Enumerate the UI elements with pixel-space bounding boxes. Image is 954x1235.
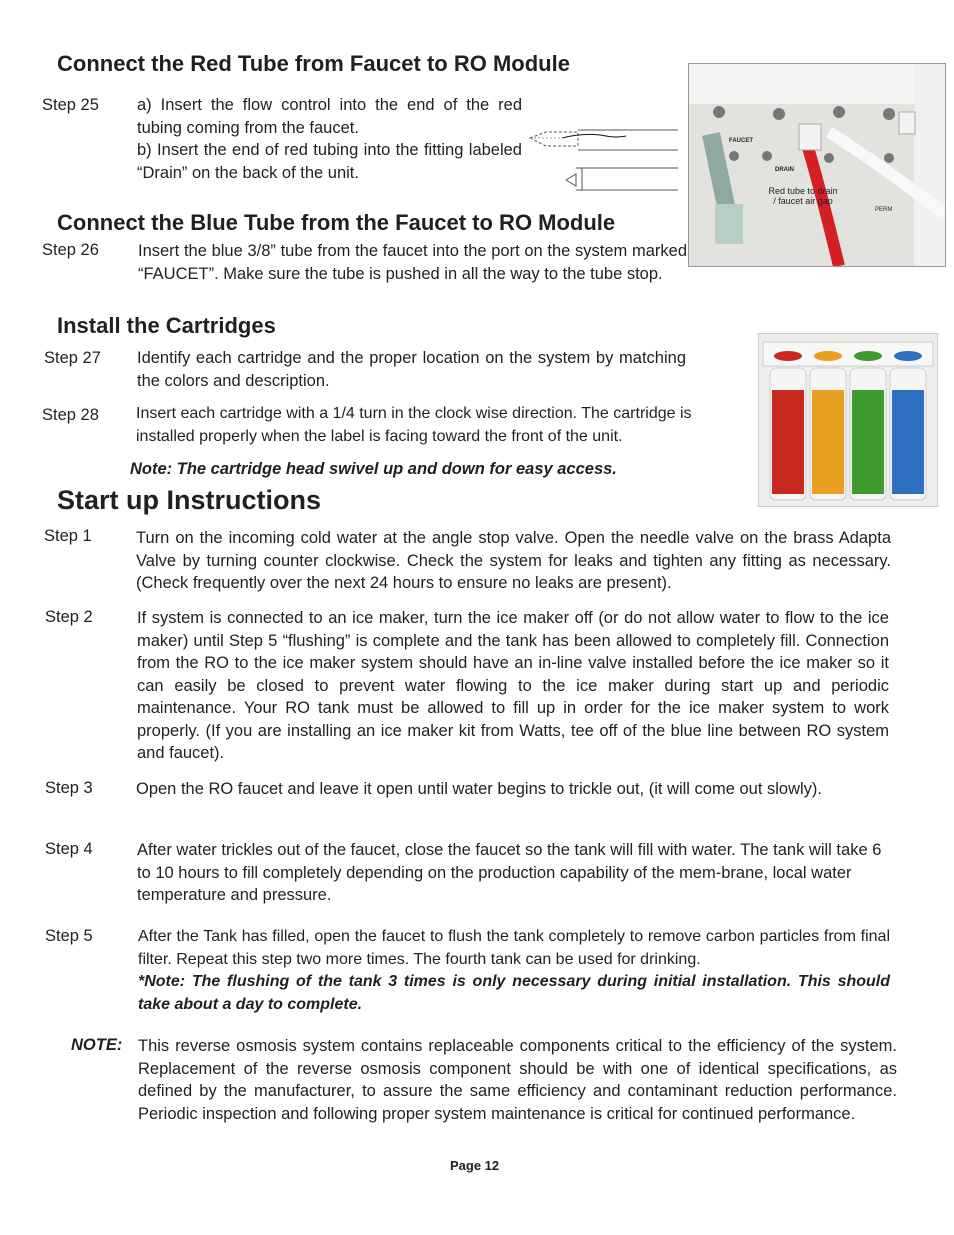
cap-blue — [894, 351, 922, 361]
cap-green — [854, 351, 882, 361]
startup-step-1-label: Step 1 — [44, 527, 92, 545]
startup-step-4-label: Step 4 — [45, 840, 93, 858]
startup-step-4-text: After water trickles out of the faucet, close the faucet so the tank will fill with water. The tank will take 6 to 10 hours to fill completely depending on the production capability of the mem-brane, local water temperature and pressure. — [137, 841, 882, 904]
step-25-line-a: a) Insert the flow control into the end of the red tubing coming from the faucet. — [137, 96, 522, 137]
step-26-label: Step 26 — [42, 241, 99, 259]
cartridge-red — [772, 390, 804, 494]
cap-orange — [814, 351, 842, 361]
cap-red — [774, 351, 802, 361]
photo-cartridges — [758, 333, 938, 507]
startup-step-5-note: *Note: The flushing of the tank 3 times is only necessary during initial installation. This should take about a day to complete. — [138, 973, 890, 1013]
startup-step-2-label: Step 2 — [45, 608, 93, 626]
unit-back-illustration — [689, 64, 945, 266]
startup-step-1-text: Turn on the incoming cold water at the angle stop valve. Open the needle valve on the brass Adapta Valve by turning counter clockwise. Check the system for leaks and tighten any fitting as necessary. (Check frequently over the next 24 hours to ensure no leaks are present). — [136, 529, 891, 592]
cartridge-note: Note: The cartridge head swivel up and down for easy access. — [130, 460, 617, 478]
cartridge-blue — [892, 390, 924, 494]
startup-step-5-body: After the Tank has filled, open the faucet to flush the tank completely to remove carbon particles from final filter. Repeat this step two more times. The fourth tank can be used for drinking. — [138, 928, 890, 968]
startup-step-2-text: If system is connected to an ice maker, turn the ice maker off (or do not allow water to flow to the ice maker) until Step 5 “flushing” is complete and the tank has been allowed to completely fill. Connection from the RO to the ice maker system should have an in-line valve installed before the ice maker so it can easily be closed to prevent water flowing to the ice maker during start up and periodic maintenance. Your RO tank must be allowed to fill up in order for the ice maker system to work properly. (If you are installing an ice maker kit from Watts, tee off of the blue line between RO system and faucet). — [137, 609, 889, 762]
section-heading-red-tube: Connect the Red Tube from Faucet to RO Module — [57, 51, 570, 76]
cartridges-illustration — [759, 334, 937, 506]
photo-label-drain: DRAIN — [775, 167, 794, 173]
tube-diagram — [526, 124, 682, 194]
final-note-text: This reverse osmosis system contains replaceable components critical to the efficiency of the system. Replacement of the reverse osmosis component should be with one of identical specifications, as defined by the manufacturer, to assure the same efficiency and contaminant reduction performance. Periodic inspection and following proper system maintenance is critical for continued performance. — [138, 1037, 897, 1123]
startup-step-3-label: Step 3 — [45, 779, 93, 797]
page-number: Page 12 — [450, 1158, 500, 1173]
step-25-label: Step 25 — [42, 96, 99, 114]
step-27-text: Identify each cartridge and the proper location on the system by matching the colors and description. — [137, 349, 686, 390]
section-heading-cartridges: Install the Cartridges — [57, 313, 276, 338]
final-note-label: NOTE: — [71, 1036, 123, 1054]
startup-step-3-text: Open the RO faucet and leave it open until water begins to trickle out, (it will come out slowly). — [136, 780, 822, 798]
photo-unit-back — [688, 63, 946, 267]
step-27-label: Step 27 — [44, 349, 101, 367]
step-28-text: Insert each cartridge with a 1/4 turn in the clock wise direction. The cartridge is installed properly when the label is facing toward the front of the unit. — [136, 405, 692, 445]
step-25-line-b: b) Insert the end of red tubing into the fitting labeled “Drain” on the back of the unit. — [137, 141, 522, 182]
step-26-text: Insert the blue 3/8” tube from the faucet into the port on the system marked “FAUCET”. Make sure the tube is pushed in all the way to the tube stop. — [138, 242, 687, 283]
step-28-label: Step 28 — [42, 406, 99, 424]
cartridge-green — [852, 390, 884, 494]
section-heading-startup: Start up Instructions — [57, 485, 322, 515]
photo-label-perm: PERM — [875, 207, 893, 213]
section-heading-blue-tube: Connect the Blue Tube from the Faucet to RO Module — [57, 210, 616, 235]
startup-step-5-text — [138, 926, 890, 1016]
photo-label-faucet: FAUCET — [729, 138, 753, 144]
cartridge-orange — [812, 390, 844, 494]
startup-step-5-label: Step 5 — [45, 927, 93, 945]
step-25-text — [137, 94, 522, 184]
photo-callout: Red tube to drain / faucet air gap — [768, 186, 838, 206]
